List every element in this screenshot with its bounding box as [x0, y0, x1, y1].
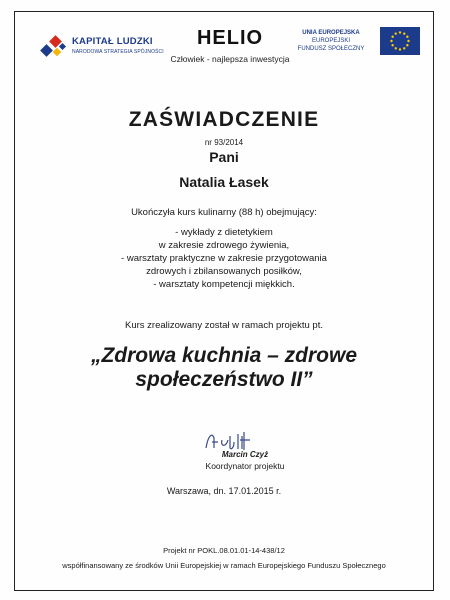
eu-star-icon	[391, 36, 393, 38]
eu-star-icon	[395, 32, 397, 34]
eu-star-icon	[403, 32, 405, 34]
project-title	[14, 344, 434, 392]
salutation: Pani	[209, 149, 239, 165]
eu-star-icon	[406, 36, 408, 38]
eu-star-icon	[390, 40, 392, 42]
scope-line: - wykłady z dietetykiem	[175, 227, 273, 238]
eu-line-1: UNIA EUROPEJSKA	[302, 30, 360, 36]
footer-cofinancing: współfinansowany ze środków Unii Europejskiej w ramach Europejskiego Funduszu Społecznego	[62, 561, 386, 570]
eu-star-icon	[407, 40, 409, 42]
certificate-title: ZAŚWIADCZENIE	[128, 108, 320, 131]
project-title-line-2: społeczeństwo II”	[135, 368, 313, 391]
project-intro: Kurs zrealizowany został w ramach projektu pt.	[125, 320, 323, 331]
footer-project-number: Projekt nr POKL.08.01.01-14-438/12	[163, 546, 285, 555]
project-title-line-1: „Zdrowa kuchnia – zdrowe	[90, 344, 358, 367]
course-scope-list	[14, 226, 434, 291]
eu-star-icon	[391, 44, 393, 46]
signer-role: Koordynator projektu	[205, 461, 285, 471]
recipient-name: Natalia Łasek	[179, 174, 269, 190]
eu-star-icon	[399, 48, 401, 50]
certificate-number: nr 93/2014	[204, 138, 244, 147]
eu-logo	[290, 27, 420, 63]
eu-line-2: EUROPEJSKI	[311, 38, 350, 44]
helio-name: HELIO	[196, 27, 264, 49]
scope-line: w zakresie zdrowego żywienia,	[158, 240, 290, 251]
scope-line: - warsztaty kompetencji miękkich.	[153, 279, 295, 290]
helio-logo	[160, 27, 300, 64]
helio-tagline: Człowiek - najlepsza inwestycja	[170, 54, 290, 64]
eu-star-icon	[399, 31, 401, 33]
scope-line: - warsztaty praktyczne w zakresie przygotowania	[121, 253, 327, 264]
signer-name: Marcin Czyż	[221, 450, 269, 459]
eu-flag-icon	[380, 27, 420, 55]
signer-block	[170, 450, 320, 471]
eu-line-3: FUNDUSZ SPOŁECZNY	[297, 46, 365, 52]
kapital-ludzki-logo-icon	[40, 32, 70, 62]
issue-date: Warszawa, dn. 17.01.2015 r.	[166, 486, 282, 496]
scope-line: zdrowych i zbilansowanych posiłków,	[146, 266, 302, 277]
eu-star-icon	[403, 47, 405, 49]
course-completed-text: Ukończyła kurs kulinarny (88 h) obejmujący:	[131, 207, 317, 218]
kapital-ludzki-logo	[40, 30, 165, 66]
eu-star-icon	[395, 47, 397, 49]
page-border	[14, 11, 434, 591]
eu-star-icon	[406, 44, 408, 46]
kapital-ludzki-title: KAPITAŁ LUDZKI	[72, 36, 153, 47]
kapital-ludzki-subtitle: NARODOWA STRATEGIA SPÓJNOŚCI	[72, 49, 164, 55]
